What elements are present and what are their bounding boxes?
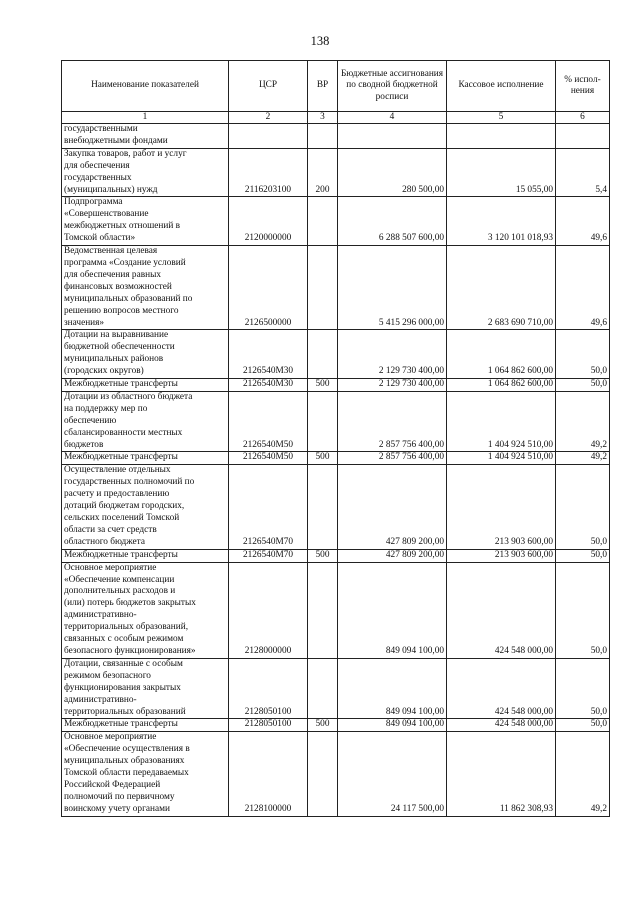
vr-code-cell xyxy=(308,197,338,246)
cash-execution-cell: 424 548 000,00 xyxy=(447,658,556,719)
indicator-name-cell: государственными внебюджетными фондами xyxy=(62,124,229,149)
execution-percent-cell: 50,0 xyxy=(556,719,610,732)
table-header-row xyxy=(62,61,610,112)
header-pct: % испол-нения xyxy=(556,61,610,112)
csr-code-cell: 2128050100 xyxy=(229,719,308,732)
indicator-name-cell: Дотации из областного бюджета на поддержку мер по обеспечению сбалансированности местных бюджетов xyxy=(62,391,229,452)
execution-percent-cell: 49,2 xyxy=(556,452,610,465)
execution-percent-cell: 50,0 xyxy=(556,658,610,719)
vr-code-cell: 500 xyxy=(308,549,338,562)
table-row xyxy=(62,452,610,465)
budget-allocation-cell: 6 288 507 600,00 xyxy=(338,197,447,246)
execution-percent-cell: 50,0 xyxy=(556,379,610,392)
csr-code-cell: 2126540М30 xyxy=(229,330,308,379)
table-row xyxy=(62,562,610,658)
execution-percent-cell: 50,0 xyxy=(556,562,610,658)
budget-allocation-cell: 427 809 200,00 xyxy=(338,549,447,562)
table-row xyxy=(62,197,610,246)
budget-execution-table xyxy=(61,60,610,817)
table-body xyxy=(62,124,610,817)
execution-percent-cell: 49,6 xyxy=(556,246,610,330)
cash-execution-cell: 11 862 308,93 xyxy=(447,732,556,816)
table-row xyxy=(62,246,610,330)
indicator-name-cell: Межбюджетные трансферты xyxy=(62,549,229,562)
execution-percent-cell: 49,2 xyxy=(556,391,610,452)
csr-code-cell: 2120000000 xyxy=(229,197,308,246)
cash-execution-cell: 3 120 101 018,93 xyxy=(447,197,556,246)
budget-allocation-cell: 2 129 730 400,00 xyxy=(338,330,447,379)
table-row xyxy=(62,465,610,549)
header-budget: Бюджетные ассигнования по сводной бюджетной росписи xyxy=(338,61,447,112)
cash-execution-cell: 424 548 000,00 xyxy=(447,562,556,658)
indicator-name-cell: Закупка товаров, работ и услуг для обеспечения государственных (муниципальных) нужд xyxy=(62,148,229,197)
table-row xyxy=(62,391,610,452)
csr-code-cell: 2126540М70 xyxy=(229,465,308,549)
budget-allocation-cell: 849 094 100,00 xyxy=(338,719,447,732)
table-row xyxy=(62,719,610,732)
csr-code-cell: 2126500000 xyxy=(229,246,308,330)
vr-code-cell xyxy=(308,465,338,549)
table-row xyxy=(62,549,610,562)
cash-execution-cell: 1 064 862 600,00 xyxy=(447,330,556,379)
vr-code-cell xyxy=(308,246,338,330)
csr-code-cell: 2126540М30 xyxy=(229,379,308,392)
cash-execution-cell: 213 903 600,00 xyxy=(447,465,556,549)
budget-allocation-cell: 2 129 730 400,00 xyxy=(338,379,447,392)
column-number: 6 xyxy=(556,112,610,124)
cash-execution-cell xyxy=(447,124,556,149)
vr-code-cell xyxy=(308,330,338,379)
column-number: 5 xyxy=(447,112,556,124)
csr-code-cell: 2128100000 xyxy=(229,732,308,816)
execution-percent-cell: 50,0 xyxy=(556,465,610,549)
csr-code-cell: 2116203100 xyxy=(229,148,308,197)
budget-allocation-cell: 24 117 500,00 xyxy=(338,732,447,816)
cash-execution-cell: 424 548 000,00 xyxy=(447,719,556,732)
cash-execution-cell: 1 404 924 510,00 xyxy=(447,391,556,452)
column-number-row xyxy=(62,112,610,124)
budget-allocation-cell: 5 415 296 000,00 xyxy=(338,246,447,330)
vr-code-cell xyxy=(308,562,338,658)
indicator-name-cell: Межбюджетные трансферты xyxy=(62,719,229,732)
page-number: 138 xyxy=(310,34,330,48)
csr-code-cell: 2126540М70 xyxy=(229,549,308,562)
budget-allocation-cell: 427 809 200,00 xyxy=(338,465,447,549)
header-csr: ЦСР xyxy=(229,61,308,112)
column-number: 3 xyxy=(308,112,338,124)
cash-execution-cell: 1 404 924 510,00 xyxy=(447,452,556,465)
csr-code-cell: 2126540М50 xyxy=(229,391,308,452)
header-name: Наименование показателей xyxy=(62,61,229,112)
csr-code-cell: 2126540М50 xyxy=(229,452,308,465)
execution-percent-cell: 5,4 xyxy=(556,148,610,197)
execution-percent-cell: 50,0 xyxy=(556,549,610,562)
csr-code-cell: 2128000000 xyxy=(229,562,308,658)
csr-code-cell: 2128050100 xyxy=(229,658,308,719)
indicator-name-cell: Ведомственная целевая программа «Создание условий для обеспечения равных финансовых возможностей муниципальных образований по решению вопросов местного значения» xyxy=(62,246,229,330)
budget-allocation-cell: 2 857 756 400,00 xyxy=(338,391,447,452)
indicator-name-cell: Дотации, связанные с особым режимом безопасного функционирования закрытых административно- территориальных образований xyxy=(62,658,229,719)
budget-allocation-cell: 2 857 756 400,00 xyxy=(338,452,447,465)
table-row xyxy=(62,148,610,197)
table-row xyxy=(62,732,610,816)
cash-execution-cell: 1 064 862 600,00 xyxy=(447,379,556,392)
budget-allocation-cell: 280 500,00 xyxy=(338,148,447,197)
vr-code-cell xyxy=(308,658,338,719)
table-row xyxy=(62,658,610,719)
header-vr: ВР xyxy=(308,61,338,112)
column-number: 1 xyxy=(62,112,229,124)
budget-allocation-cell xyxy=(338,124,447,149)
indicator-name-cell: Межбюджетные трансферты xyxy=(62,379,229,392)
csr-code-cell xyxy=(229,124,308,149)
vr-code-cell: 500 xyxy=(308,379,338,392)
table-row xyxy=(62,379,610,392)
cash-execution-cell: 15 055,00 xyxy=(447,148,556,197)
budget-allocation-cell: 849 094 100,00 xyxy=(338,562,447,658)
indicator-name-cell: Основное мероприятие «Обеспечение осуществления в муниципальных образованиях Томской области передаваемых Российской Федерацией полномочий по первичному воинскому учету органами xyxy=(62,732,229,816)
indicator-name-cell: Подпрограмма «Совершенствование межбюджетных отношений в Томской области» xyxy=(62,197,229,246)
table-row xyxy=(62,124,610,149)
indicator-name-cell: Осуществление отдельных государственных полномочий по расчету и предоставлению дотаций бюджетам городских, сельских поселений Томской области за счет средств областного бюджета xyxy=(62,465,229,549)
vr-code-cell xyxy=(308,391,338,452)
indicator-name-cell: Межбюджетные трансферты xyxy=(62,452,229,465)
indicator-name-cell: Дотации на выравнивание бюджетной обеспеченности муниципальных районов (городских округов) xyxy=(62,330,229,379)
execution-percent-cell: 49,6 xyxy=(556,197,610,246)
budget-allocation-cell: 849 094 100,00 xyxy=(338,658,447,719)
vr-code-cell: 500 xyxy=(308,452,338,465)
header-cash: Кассовое исполнение xyxy=(447,61,556,112)
cash-execution-cell: 213 903 600,00 xyxy=(447,549,556,562)
table-row xyxy=(62,330,610,379)
execution-percent-cell: 49,2 xyxy=(556,732,610,816)
execution-percent-cell xyxy=(556,124,610,149)
vr-code-cell: 200 xyxy=(308,148,338,197)
cash-execution-cell: 2 683 690 710,00 xyxy=(447,246,556,330)
indicator-name-cell: Основное мероприятие «Обеспечение компенсации дополнительных расходов и (или) потерь бюджетов закрытых административно- территориальных образований, связанных с особым режимом безопасного функционирования» xyxy=(62,562,229,658)
vr-code-cell xyxy=(308,124,338,149)
column-number: 4 xyxy=(338,112,447,124)
execution-percent-cell: 50,0 xyxy=(556,330,610,379)
vr-code-cell xyxy=(308,732,338,816)
vr-code-cell: 500 xyxy=(308,719,338,732)
column-number: 2 xyxy=(229,112,308,124)
